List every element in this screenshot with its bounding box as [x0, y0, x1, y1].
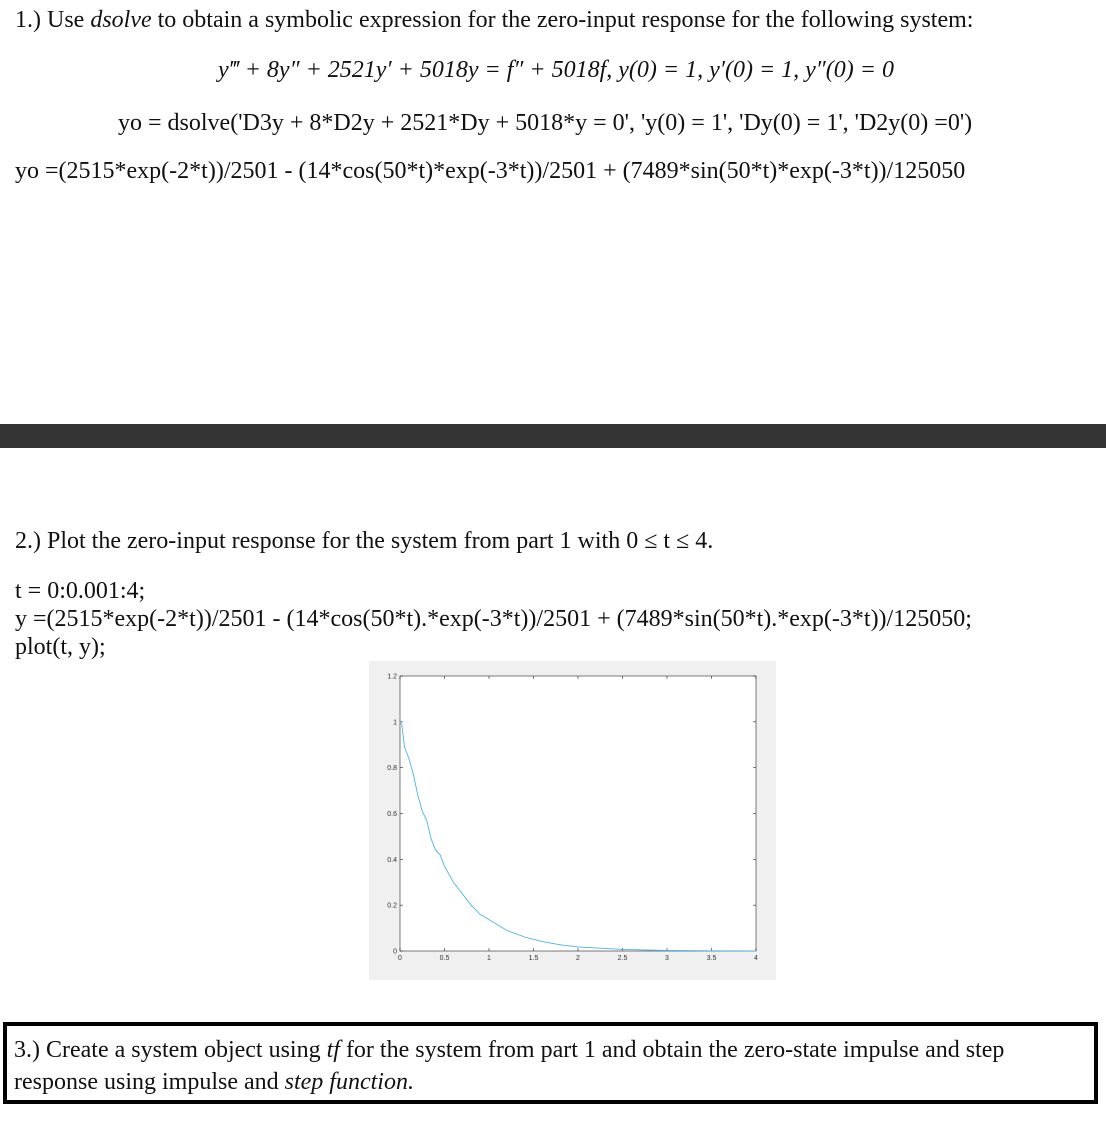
plot-axes-box — [400, 676, 756, 951]
y-tick-label: 0.2 — [387, 902, 397, 910]
x-tick-label: 3.5 — [706, 955, 717, 962]
x-tick-label: 1.5 — [528, 955, 539, 962]
x-tick-label: 1 — [487, 955, 491, 962]
x-tick-label: 3 — [665, 955, 669, 962]
part3-line1-suffix: for the system from part 1 and obtain the zero-state impulse and step — [339, 1037, 1005, 1063]
part3-tf-italic: tf — [326, 1037, 340, 1063]
y-tick-label: 0.6 — [387, 811, 397, 818]
dsolve-result: yo =(2515*exp(-2*t))/2501 - (14*cos(50*t)*exp(-3*t))/2501 + (7489*sin(50*t)*exp(-3*t))/125050 — [15, 158, 966, 184]
y-tick-label: 0.8 — [387, 765, 397, 773]
part3-box — [3, 1022, 1098, 1104]
section-divider — [0, 424, 1106, 448]
part3-line1 — [14, 1034, 1086, 1066]
dsolve-code: yo = dsolve('D3y + 8*D2y + 2521*Dy + 5018*y = 0', 'y(0) = 1', 'Dy(0) = 1', 'D2y(0) =0') — [118, 110, 973, 136]
y-tick-label: 0.4 — [387, 856, 397, 864]
part2-heading: 2.) Plot the zero-input response for the system from part 1 with 0 ≤ t ≤ 4. — [15, 528, 714, 554]
x-tick-label: 0 — [398, 955, 402, 962]
y-tick-label: 1 — [393, 719, 397, 727]
part3-step-italic: step function. — [284, 1069, 414, 1095]
x-tick-label: 2 — [576, 955, 580, 962]
response-chart — [369, 661, 776, 980]
plot-code-line1: t = 0:0.001:4; — [15, 578, 146, 604]
system-equation: y‴ + 8y″ + 2521y′ + 5018y = f″ + 5018f, y(0) = 1, y′(0) = 1, y″(0) = 0 — [218, 57, 894, 83]
x-tick-label: 0.5 — [439, 955, 450, 962]
y-tick-label: 0 — [393, 948, 397, 956]
part1-heading-suffix: to obtain a symbolic expression for the zero-input response for the following system: — [151, 7, 974, 33]
x-tick-label: 2.5 — [617, 955, 628, 962]
plot-code-line3: plot(t, y); — [15, 634, 106, 660]
part1-heading-prefix: 1.) Use — [15, 7, 91, 33]
plot-figure — [369, 661, 776, 980]
part3-line2-prefix: response using impulse and — [14, 1069, 285, 1095]
y-tick-label: 1.2 — [387, 673, 397, 681]
x-tick-label: 4 — [754, 955, 758, 962]
part3-line1-prefix: 3.) Create a system object using — [14, 1037, 327, 1063]
plot-code-line2: y =(2515*exp(-2*t))/2501 - (14*cos(50*t).*exp(-3*t))/2501 + (7489*sin(50*t).*exp(-3*t))/125050; — [15, 606, 972, 632]
part3-line2 — [14, 1066, 1086, 1098]
part1-heading — [15, 6, 973, 34]
part1-heading-italic: dsolve — [90, 7, 152, 33]
